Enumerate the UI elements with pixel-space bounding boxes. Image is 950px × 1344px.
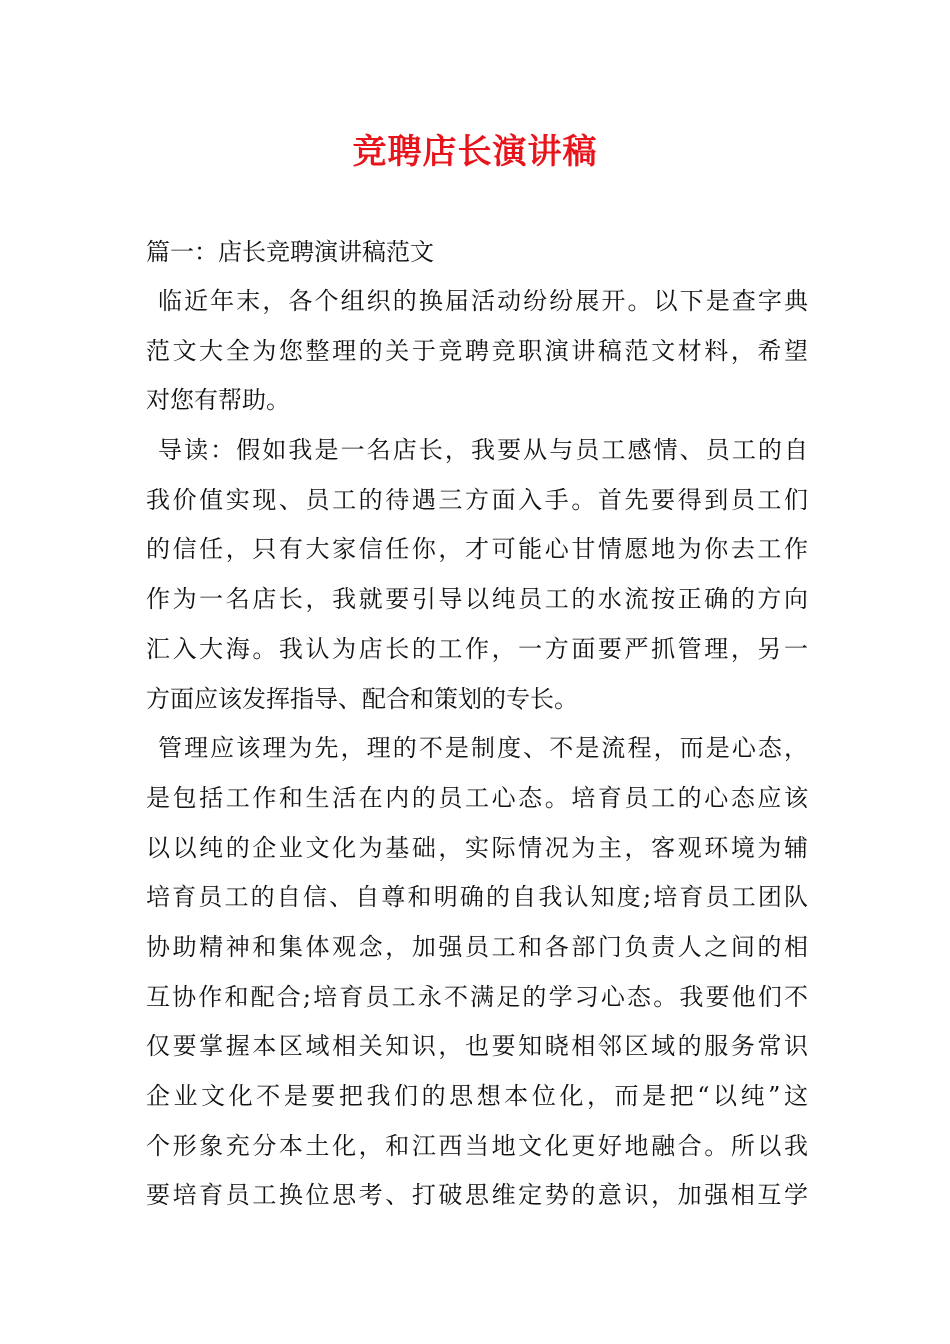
text-line: 要培育员工换位思考、打破思维定势的意识，加强相互学	[146, 1181, 808, 1210]
section-heading: 篇一：店长竞聘演讲稿范文	[146, 238, 434, 266]
text-line: 仅要掌握本区域相关知识，也要知晓相邻区域的服务常识	[146, 1032, 808, 1061]
text-line: 我价值实现、员工的待遇三方面入手。首先要得到员工们	[146, 485, 808, 514]
text-line: 导读：假如我是一名店长，我要从与员工感情、员工的自	[158, 436, 808, 465]
text-line: 协助精神和集体观念，加强员工和各部门负责人之间的相	[146, 932, 808, 961]
text-line: 个形象充分本土化，和江西当地文化更好地融合。所以我	[146, 1131, 808, 1160]
text-line: 以以纯的企业文化为基础，实际情况为主，客观环境为辅	[146, 833, 808, 862]
document-title: 竞聘店长演讲稿	[352, 132, 598, 172]
text-line: 对您有帮助。	[146, 386, 290, 415]
text-line: 范文大全为您整理的关于竞聘竞职演讲稿范文材料，希望	[146, 336, 808, 365]
text-line: 的信任，只有大家信任你，才可能心甘情愿地为你去工作	[146, 535, 808, 564]
text-line: 作为一名店长，我就要引导以纯员工的水流按正确的方向	[146, 585, 808, 614]
text-line: 互协作和配合;培育员工永不满足的学习心态。我要他们不	[146, 982, 808, 1011]
text-line: 管理应该理为先，理的不是制度、不是流程，而是心态，	[158, 734, 808, 763]
text-line: 是包括工作和生活在内的员工心态。培育员工的心态应该	[146, 783, 808, 812]
text-line: 汇入大海。我认为店长的工作，一方面要严抓管理，另一	[146, 634, 808, 663]
text-line: 临近年末，各个组织的换届活动纷纷展开。以下是查字典	[158, 287, 808, 315]
text-line: 培育员工的自信、自尊和明确的自我认知度;培育员工团队	[146, 883, 808, 912]
paragraph-lines	[146, 277, 808, 1221]
document-body	[146, 227, 808, 1221]
text-line: 方面应该发挥指导、配合和策划的专长。	[146, 684, 578, 713]
text-line: 企业文化不是要把我们的思想本位化，而是把“以纯”这	[146, 1082, 808, 1110]
